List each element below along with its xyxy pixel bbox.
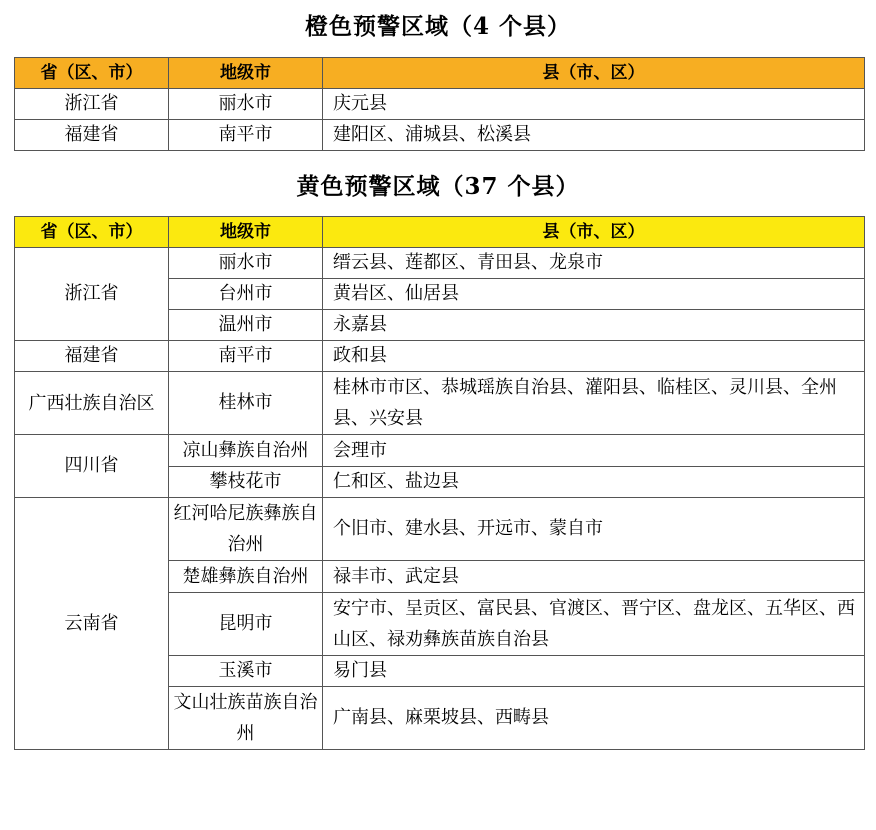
- counties-cell: 会理市: [323, 435, 865, 467]
- city-cell: 玉溪市: [169, 656, 323, 687]
- counties-cell: 易门县: [323, 656, 865, 687]
- province-cell: 浙江省: [15, 248, 169, 341]
- province-cell: 浙江省: [15, 89, 169, 120]
- counties-cell: 庆元县: [323, 89, 865, 120]
- orange-warning-title: 橙色预警区域（4 个县）: [304, 13, 571, 40]
- city-cell: 丽水市: [169, 89, 323, 120]
- yellow-warning-title: 黄色预警区域（37 个县）: [296, 173, 580, 200]
- header-city: 地级市: [169, 217, 323, 248]
- table-row: [15, 120, 865, 151]
- city-cell: 丽水市: [169, 248, 323, 279]
- header-counties: 县（市、区）: [323, 58, 865, 89]
- city-cell: 楚雄彝族自治州: [169, 561, 323, 593]
- counties-cell: 政和县: [323, 341, 865, 372]
- counties-cell: 缙云县、莲都区、青田县、龙泉市: [323, 248, 865, 279]
- table-row: [15, 89, 865, 120]
- header-counties: 县（市、区）: [323, 217, 865, 248]
- province-cell: 福建省: [15, 341, 169, 372]
- counties-cell: 仁和区、盐边县: [323, 467, 865, 498]
- city-cell: 南平市: [169, 120, 323, 151]
- counties-cell: 禄丰市、武定县: [323, 561, 865, 593]
- counties-cell: 安宁市、呈贡区、富民县、官渡区、晋宁区、盘龙区、五华区、西山区、禄劝彝族苗族自治县: [323, 593, 865, 656]
- table-row: [15, 435, 865, 467]
- counties-cell: 个旧市、建水县、开远市、蒙自市: [323, 498, 865, 561]
- table-header-row: [15, 217, 865, 248]
- city-cell: 台州市: [169, 279, 323, 310]
- header-city: 地级市: [169, 58, 323, 89]
- table-row: [15, 248, 865, 279]
- table-row: [15, 372, 865, 435]
- city-cell: 桂林市: [169, 372, 323, 435]
- city-cell: 昆明市: [169, 593, 323, 656]
- province-cell: 福建省: [15, 120, 169, 151]
- city-cell: 凉山彝族自治州: [169, 435, 323, 467]
- counties-cell: 建阳区、浦城县、松溪县: [323, 120, 865, 151]
- header-province: 省（区、市）: [15, 217, 169, 248]
- header-province: 省（区、市）: [15, 58, 169, 89]
- province-cell: 广西壮族自治区: [15, 372, 169, 435]
- city-cell: 温州市: [169, 310, 323, 341]
- counties-cell: 桂林市市区、恭城瑶族自治县、灌阳县、临桂区、灵川县、全州县、兴安县: [323, 372, 865, 435]
- table-header-row: [15, 58, 865, 89]
- orange-warning-table: [14, 57, 865, 151]
- province-cell: 云南省: [15, 498, 169, 750]
- city-cell: 文山壮族苗族自治州: [169, 687, 323, 750]
- counties-cell: 黄岩区、仙居县: [323, 279, 865, 310]
- counties-cell: 广南县、麻栗坡县、西畴县: [323, 687, 865, 750]
- city-cell: 南平市: [169, 341, 323, 372]
- table-row: [15, 498, 865, 561]
- city-cell: 攀枝花市: [169, 467, 323, 498]
- counties-cell: 永嘉县: [323, 310, 865, 341]
- city-cell: 红河哈尼族彝族自治州: [169, 498, 323, 561]
- yellow-warning-table: [14, 216, 865, 750]
- table-row: [15, 341, 865, 372]
- province-cell: 四川省: [15, 435, 169, 498]
